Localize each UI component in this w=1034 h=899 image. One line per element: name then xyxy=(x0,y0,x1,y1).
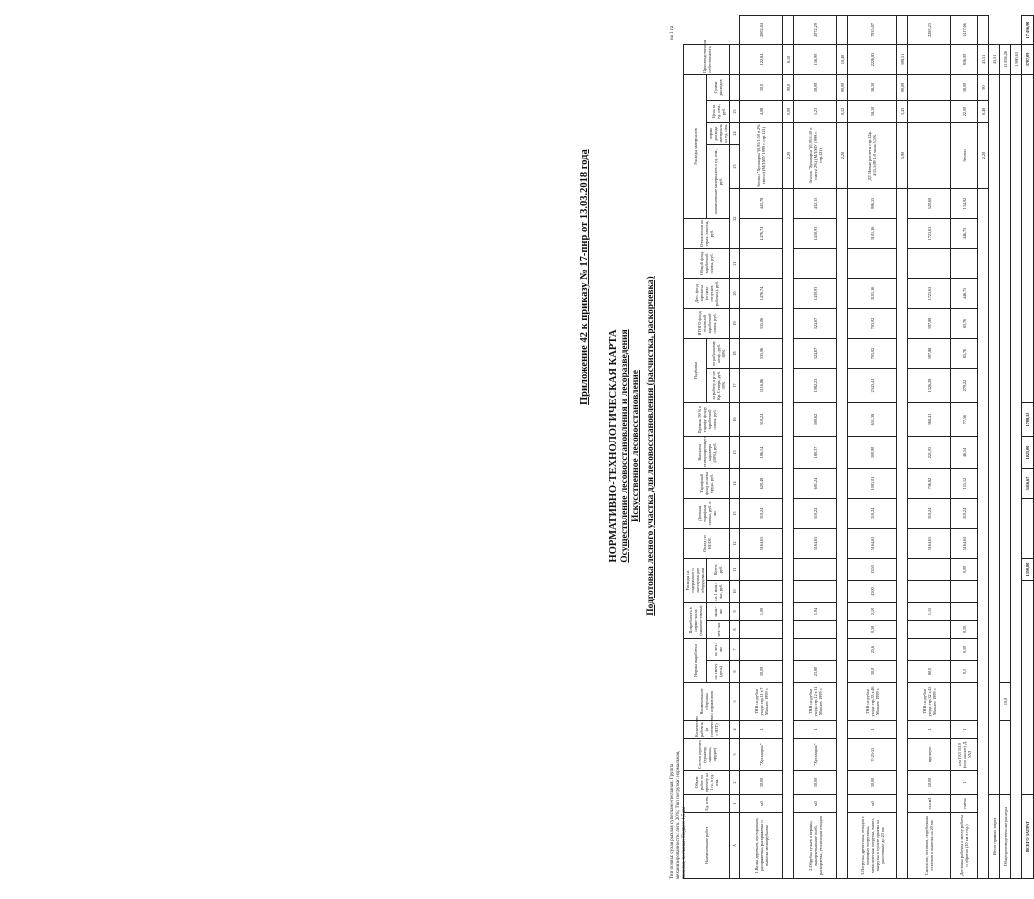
cell-stim: 300,90 xyxy=(848,437,897,469)
cell-stim: 46,54 xyxy=(951,437,978,469)
header-unit: Ед. изм. xyxy=(684,795,730,813)
cell-prem: 310,24 xyxy=(740,403,783,437)
cell-workers: 1 xyxy=(794,721,837,739)
cell-bonus-total: 1116,86 xyxy=(740,369,783,403)
cell-mh: 1,00 xyxy=(740,603,783,621)
cell-agg: Т-25-55 xyxy=(848,739,897,771)
cell-mat-norm: 22,00 xyxy=(951,100,978,122)
cell-extra-a: 397,88 xyxy=(908,338,951,368)
cell-ph xyxy=(908,621,951,639)
cell-total-fund: 1723,63 xyxy=(908,278,951,308)
cell-tariff: 1001,01 xyxy=(848,469,897,499)
table-row xyxy=(908,16,951,879)
cell-daily: 310,24 xyxy=(848,499,897,529)
cell-insurance: 520,60 xyxy=(908,188,951,218)
cell-sub-mat-sum: 10,40 xyxy=(837,44,848,74)
table-subrow xyxy=(897,16,908,879)
cell-unit: м3 xyxy=(848,795,897,813)
cell-norm-h xyxy=(794,639,837,661)
cell-sub-mat-name: 2,20 xyxy=(837,122,848,188)
rotated-document xyxy=(575,7,1030,885)
cell-volume: 30,00 xyxy=(794,771,837,795)
column-number: 2 xyxy=(730,771,740,795)
cell-extra-b: 397,88 xyxy=(908,308,951,338)
cell-stim: 180,37 xyxy=(794,437,837,469)
summary-total-label: ВСЕГО ЗАТРАТ xyxy=(1022,795,1034,879)
cell-norm-day: 30,00 xyxy=(740,661,783,683)
column-number: 7 xyxy=(730,639,740,661)
cell-cons-per xyxy=(951,581,978,603)
cell-mat-sum: 2226,83 xyxy=(848,44,897,74)
cell-cons-per xyxy=(908,581,951,603)
title-block xyxy=(608,7,657,885)
cell-name: 2.Обрубка сучьев и вершин, выкорчевывание пней, раскорчевка, утилизация отходов xyxy=(794,813,837,879)
cell-norm-h xyxy=(740,639,783,661)
cell-mat-name: бензин "Хускварна"(0,95/1:50 в 2% смеси) (МЛ/МУ 1999 г. стр.121) xyxy=(740,122,783,188)
cell-workers: 1 xyxy=(951,721,978,739)
summary-total-cons: 1350,00 xyxy=(1022,559,1034,581)
document-subtitle-3: Подготовка лесного участка для лесовосстановления (расчистка, раскорчевка) xyxy=(646,276,656,616)
cell-mat-name: бензин xyxy=(951,122,978,188)
cell-mat-norm: 4,08 xyxy=(740,100,783,122)
column-number: 20 xyxy=(730,278,740,308)
cell-unit: м3 xyxy=(740,795,783,813)
cell-volume: 30,00 xyxy=(740,771,783,795)
header-volume: Объем работ по проекту на 1 га, в ед. изм. xyxy=(684,771,730,795)
cell-tariff: 736,82 xyxy=(908,469,951,499)
cell-extra-b: 335,06 xyxy=(740,308,783,338)
cell-ph xyxy=(740,621,783,639)
conditions-note: Тип почвы: сухая рыхлая супесчано-песчаная; Группа механизированности: легк. 20%; Тип погрузки: нормальная, тяжелая, песчаная; Подвоз: 1,5 км xyxy=(670,750,687,879)
column-number: 4 xyxy=(730,721,740,739)
header-fuel: Потребность в нормо-часах (машино-смены) xyxy=(684,603,707,639)
cell-cons-total xyxy=(794,559,837,581)
cell-total-fund: 1476,74 xyxy=(740,278,783,308)
cell-mat-norm xyxy=(908,100,951,122)
header-mat-price: Цена за ед. изм., руб. xyxy=(707,100,730,122)
cell-norm-day: 80,0 xyxy=(908,661,951,683)
header-labor-per-day: на смену (день) xyxy=(707,661,730,683)
cell-mh: 1,94 xyxy=(794,603,837,621)
cell-cons-per xyxy=(794,581,837,603)
cell-source: ТНВ на рубки ухода стр.11 т.7 Минлес 1999 г. xyxy=(740,683,783,721)
column-number: 3 xyxy=(730,739,740,771)
cell-bonus-total: 1326,28 xyxy=(908,369,951,403)
column-number: 11 xyxy=(730,559,740,581)
cell-source: ТНВ на рубки ухода стр.33 т.46 Минлес 1999 г. xyxy=(848,683,897,721)
cell-prem: 77,56 xyxy=(951,403,978,437)
cell-addl-fund xyxy=(794,248,837,278)
cell-sub-mat-price: 90,00 xyxy=(897,74,908,100)
header-materials: Расходы материалов xyxy=(684,74,707,218)
column-number-row xyxy=(730,16,740,879)
header-tariff-fund: Тарифный фонд оплаты труда, руб. xyxy=(684,469,730,499)
column-number: 24 xyxy=(730,122,740,144)
summary-total-stim: 1025,00 xyxy=(1022,437,1034,469)
summary-extra-value: 1 980,63 xyxy=(1011,44,1022,74)
summary-direct-label: Итого прямых затрат xyxy=(989,795,1000,879)
column-number: 19 xyxy=(730,308,740,338)
cell-sub-mat-sum: 43,51 xyxy=(978,44,989,74)
column-number: 10 xyxy=(730,581,740,603)
table-body xyxy=(740,16,989,879)
cell-cons-per xyxy=(740,581,783,603)
cell-extra-a: 324,67 xyxy=(794,338,837,368)
cell-norm-day: 0,5 xyxy=(951,661,978,683)
cell-workers: 1 xyxy=(740,721,783,739)
cell-daily: 310,24 xyxy=(951,499,978,529)
cell-mat-sum: 836,00 xyxy=(951,44,978,74)
header-labor-per-hour: на чел./час xyxy=(707,639,730,661)
cell-extra-b: 324,67 xyxy=(794,308,837,338)
column-number: 17 xyxy=(730,369,740,403)
summary-overhead-value: 15 836,26 xyxy=(1000,44,1011,74)
cell-bonus-total: 279,22 xyxy=(951,369,978,403)
column-number: 9 xyxy=(730,603,740,621)
cell-addl-fund xyxy=(740,248,783,278)
cell-bonus-total: 1082,23 xyxy=(794,369,837,403)
cell-norm-h xyxy=(908,639,951,661)
header-extra-a: за работу в р-не Кр. Севера, руб. 30% xyxy=(707,369,730,403)
cell-tariff: 601,24 xyxy=(794,469,837,499)
cell-sub-mat-norm: 3,43 xyxy=(897,100,908,122)
cell-insurance: 906,55 xyxy=(848,188,897,218)
cell-sub-mat-sum: 308,51 xyxy=(897,44,908,74)
cell-insurance: 134,92 xyxy=(951,188,978,218)
norm-table xyxy=(683,15,1034,879)
column-number: 18 xyxy=(730,338,740,368)
cell-mat-price: 30,00 xyxy=(794,74,837,100)
column-number: 1 xyxy=(730,795,740,813)
summary-overhead-label: Общепроизводственные расходы xyxy=(1000,795,1011,879)
cell-workers: 1 xyxy=(908,721,951,739)
table-subrow xyxy=(978,16,989,879)
summary-direct-value: 43,51 xyxy=(989,44,1000,74)
header-rate: Оклад по НСОТ xyxy=(684,529,730,559)
cell-rate: 5164,65 xyxy=(848,529,897,559)
cell-norm-day: 30,0 xyxy=(848,661,897,683)
cell-sub-mat-norm: 0,12 xyxy=(837,100,848,122)
summary-overhead-row xyxy=(1000,16,1011,879)
cell-ph: 0,50 xyxy=(951,621,978,639)
header-name: Наименование работ xyxy=(684,813,730,879)
cell-extra-b: 83,76 xyxy=(951,308,978,338)
cell-name: 3.Погрузка древесины, отходов с помощью погрузчика, механическая погрузка, вывоз, выгрузка в пункте приема на расстояние до 20 км xyxy=(848,813,897,879)
cell-unit: м3 xyxy=(794,795,837,813)
header-labor-norms: Нормы выработки xyxy=(684,639,707,683)
per-unit-note: на 1 га xyxy=(670,25,675,40)
cell-daily: 310,24 xyxy=(740,499,783,529)
cell-tariff: 155,12 xyxy=(951,469,978,499)
summary-extra-row xyxy=(1011,16,1022,879)
document-title: НОРМАТИВНО-ТЕХНОЛОГИЧЕСКАЯ КАРТА xyxy=(608,329,619,563)
cell-source: ТНВ на рубки ухода стр.32 т.45 Минлес 1999 г. xyxy=(908,683,951,721)
cell-extra-a: 83,76 xyxy=(951,338,978,368)
cell-mat-price: 38,00 xyxy=(951,74,978,100)
cell-bonus-total: 2343,41 xyxy=(848,369,897,403)
cell-stim: 186,14 xyxy=(740,437,783,469)
cell-extra-a: 703,02 xyxy=(848,338,897,368)
column-number: 8 xyxy=(730,621,740,639)
header-workers: Количество рабочих (в соответствии с НЗТ) xyxy=(684,721,730,739)
cell-cost: 2072,29 xyxy=(794,16,837,45)
summary-total-prem: 1708,33 xyxy=(1022,403,1034,437)
cell-agg: "Хускварна" xyxy=(794,739,837,771)
cell-ph xyxy=(794,621,837,639)
cell-norm-day: 23,80 xyxy=(794,661,837,683)
table-row xyxy=(848,16,897,879)
cell-mh xyxy=(951,603,978,621)
cell-name: 1.Валка деревьев, кустарников, раскряжевка, раскряжевка и вывозка мелкорубками xyxy=(740,813,783,879)
cell-cost: 2002,84 xyxy=(740,16,783,45)
header-main-wage: Дневная тарифная ставка, руб. в час xyxy=(684,499,730,529)
summary-overhead-source: 10,0 xyxy=(1000,683,1011,721)
cell-sub-mat-price: 90,00 xyxy=(837,74,848,100)
cell-sub-mat-sum: 8,10 xyxy=(783,44,794,74)
cell-mat-price xyxy=(908,74,951,100)
cell-norm-h: 0,50 xyxy=(951,639,978,661)
cell-extra-a: 335,06 xyxy=(740,338,783,368)
cell-cons-per: 4500 xyxy=(848,581,897,603)
header-norm-source: Наименование сборника нормативов xyxy=(684,683,730,721)
header-mat-norm: норма расхода материала на ед. изм. xyxy=(708,124,728,143)
cell-common-fund: 1430,93 xyxy=(794,218,837,248)
summary-total-row xyxy=(1022,16,1034,879)
appendix-line: Приложение 42 к приказу № 17-пнр от 13.03.2018 года xyxy=(579,149,590,405)
cell-stim: 221,05 xyxy=(908,437,951,469)
cell-total-fund: 1430,93 xyxy=(794,278,837,308)
summary-total-tariff: 3416,67 xyxy=(1022,469,1034,499)
header-composition: Состав агрегата (трактор, машина, орудие) xyxy=(684,739,730,771)
cell-agg: "Хускварна" xyxy=(740,739,783,771)
header-mat-name: наименование материалов и ед. изм., руб. xyxy=(707,144,730,218)
cell-tariff: 620,48 xyxy=(740,469,783,499)
cell-total-fund: 3101,16 xyxy=(848,278,897,308)
header-extra: Надбавки xyxy=(684,338,707,402)
cell-mat-price: 38,30 xyxy=(848,74,897,100)
cell-sub-mat-name: 5,90 xyxy=(897,122,908,188)
cell-source: ТНВ на рубки ухода стр.12 т.11 Минлес 1999 г. xyxy=(794,683,837,721)
table-summary xyxy=(989,16,1034,879)
header-insurance: Отчисления на страх. взносы, руб. xyxy=(684,218,730,248)
column-number: 25 xyxy=(730,100,740,122)
document-subtitle-2: Искусственное лесовосстановление xyxy=(631,370,641,523)
cell-prem: 300,62 xyxy=(794,403,837,437)
cell-mh: 1,15 xyxy=(908,603,951,621)
cell-daily: 310,24 xyxy=(908,499,951,529)
cell-prem: 368,41 xyxy=(908,403,951,437)
header-common-fund: Общий фонд заработной платы, руб. xyxy=(684,248,730,278)
cell-daily: 310,24 xyxy=(794,499,837,529)
header-addl-fund: Доп. фонд зарплаты (оплата отпусков рабочих), руб. xyxy=(684,278,730,308)
cell-name: Сжигание, остатков, порубочных остатков и вывозка на 20 км xyxy=(908,813,951,879)
column-number: 21 xyxy=(730,248,740,278)
header-fuel-total: маш.-час xyxy=(707,603,730,621)
header-mat-sum: Сумма расходов xyxy=(707,74,730,100)
document-subtitle-1: Осуществление лесовосстановления и лесоразведения xyxy=(620,329,630,563)
column-number: 23 xyxy=(730,144,740,188)
header-cons-total: Всего, руб. xyxy=(707,559,730,581)
summary-total-cost: 17 416,90 xyxy=(1022,16,1034,45)
cell-cost: 2283,23 xyxy=(908,16,951,45)
cell-rate: 5164,65 xyxy=(908,529,951,559)
cell-addl-fund xyxy=(848,248,897,278)
cell-mh: 2,10 xyxy=(848,603,897,621)
column-number: А xyxy=(730,813,740,879)
table-subrow xyxy=(837,16,848,879)
column-number: 16 xyxy=(730,403,740,437)
cell-volume: 30,00 xyxy=(848,771,897,795)
cell-rate: 5164,65 xyxy=(951,529,978,559)
column-number: 12 xyxy=(730,529,740,559)
cell-sub-mat-norm: 0,09 xyxy=(783,100,794,122)
table-row xyxy=(740,16,783,879)
cell-sub-mat-name: 2,20 xyxy=(783,122,794,188)
column-number: 14 xyxy=(730,469,740,499)
cell-mat-sum xyxy=(908,44,951,74)
cell-cost: 1417,66 xyxy=(951,16,978,45)
cell-cons-total xyxy=(908,559,951,581)
column-number: 15 xyxy=(730,437,740,469)
cell-insurance: 443,78 xyxy=(740,188,783,218)
cell-rate: 5164,65 xyxy=(740,529,783,559)
header-allow: Премия, 90 % к тарифу фонду заработной платы, руб. xyxy=(684,403,730,437)
cell-mat-price: 30,0 xyxy=(740,74,783,100)
cell-mat-name: бензин "Хускварна"(0,95/1:50 в смеси 2%) (МЛ/МУ 1999 г. стр.121) xyxy=(794,122,837,188)
cell-volume: 1 xyxy=(951,771,978,795)
cell-rate: 5164,65 xyxy=(794,529,837,559)
cell-prem: 651,38 xyxy=(848,403,897,437)
cell-mat-norm: 5,23 xyxy=(794,100,837,122)
column-number: 22 xyxy=(730,188,740,248)
cell-unit: смена xyxy=(951,795,978,813)
column-number: 6 xyxy=(730,661,740,683)
summary-total-mat: 3707,09 xyxy=(1022,44,1034,74)
header-cons-per: на 1 маш./час, руб. xyxy=(707,581,730,603)
cell-addl-fund xyxy=(951,248,978,278)
cell-agg: а/м ГАЗ 3110 (или аналог) Д. УАЗ xyxy=(951,739,978,771)
column-number: 5 xyxy=(730,683,740,721)
cell-common-fund: 446,75 xyxy=(951,218,978,248)
table-subrow xyxy=(783,16,794,879)
cell-source xyxy=(951,683,978,721)
cell-common-fund: 1476,74 xyxy=(740,218,783,248)
cell-total-fund: 446,75 xyxy=(951,278,978,308)
header-bonus: Выплаты стимулирующего характера (50%), руб. xyxy=(684,437,730,469)
cell-common-fund: 3101,16 xyxy=(848,218,897,248)
header-fuel-cons: Расходы на содержание и эксплуатацию оборудования xyxy=(684,559,707,603)
cell-common-fund: 1723,63 xyxy=(908,218,951,248)
cell-sub-mat-price: 90 xyxy=(978,74,989,100)
cell-mat-sum: 122,84 xyxy=(740,44,783,74)
cell-volume: 50,00 xyxy=(908,771,951,795)
header-total-fund: ИТОГО фонд основной заработной платы, руб. xyxy=(684,308,730,338)
cell-cons-total: 0,00 xyxy=(951,559,978,581)
table-row xyxy=(794,16,837,879)
cell-mat-sum: 156,90 xyxy=(794,44,837,74)
cell-sub-mat-norm: 0,48 xyxy=(978,100,989,122)
header-extra-b: по районному коэф., руб. 80% xyxy=(707,338,730,368)
table-row xyxy=(951,16,978,879)
header-cost: Производственная себестоимость xyxy=(684,44,730,74)
header-fuel-per-unit: чел.-час xyxy=(707,621,730,639)
cell-workers: 1 xyxy=(848,721,897,739)
cell-mat-norm: 58,10 xyxy=(848,100,897,122)
cell-mat-name: ДТ Новые расчеты стр.12ф. 4/15,5/89 1:0 мала 5,5% xyxy=(848,122,897,188)
cell-unit: скл.м3 xyxy=(908,795,951,813)
cell-name: Доставка рабочих к месту работы и обратно (10 км в год.) xyxy=(951,813,978,879)
cell-mat-name xyxy=(908,122,951,188)
cell-cons-total xyxy=(740,559,783,581)
column-number: 13 xyxy=(730,499,740,529)
cell-cons-total: 1350 xyxy=(848,559,897,581)
cell-extra-b: 703,02 xyxy=(848,308,897,338)
cell-ph: 0,30 xyxy=(848,621,897,639)
cell-addl-fund xyxy=(908,248,951,278)
cell-cost: 7935,87 xyxy=(848,16,897,45)
cell-insurance: 432,15 xyxy=(794,188,837,218)
cell-sub-mat-price: 90,0 xyxy=(783,74,794,100)
cell-agg: вручную xyxy=(908,739,951,771)
cell-sub-mat-name: 2,20 xyxy=(978,122,989,188)
cell-norm-h: 23,6 xyxy=(848,639,897,661)
summary-direct-row xyxy=(989,16,1000,879)
